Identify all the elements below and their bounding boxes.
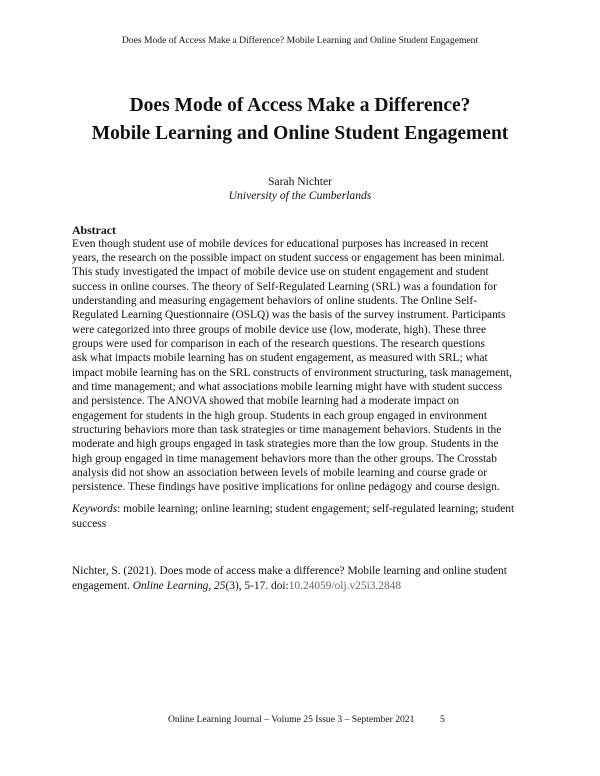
abstract-line: success in online courses. The theory of Self-Regulated Learning (SRL) was a foundation for <box>72 280 497 293</box>
keywords <box>72 502 542 531</box>
keywords-label: Keywords <box>72 503 118 515</box>
abstract-line: analysis did not show an association between levels of mobile learning and course grade or <box>72 467 488 479</box>
abstract-line: years, the research on the possible impact on student success or engagement has been minimal. <box>72 251 505 264</box>
abstract-line: Regulated Learning Questionnaire (OSLQ) was the basis of the survey instrument. Participants <box>72 309 506 322</box>
abstract-line: persistence. These findings have positive implications for online pedagogy and course design. <box>72 481 500 494</box>
author-name: Sarah Nichter <box>267 175 333 188</box>
abstract-line: high group engaged in time management behaviors more than the other groups. The Crosstab <box>72 452 497 465</box>
abstract-line: Even though student use of mobile devices for educational purposes has increased in recent <box>72 237 489 250</box>
keywords-line-2: success <box>72 517 107 530</box>
abstract-line: moderate and high groups engaged in task strategies more than the low group. Students in the <box>72 438 499 451</box>
citation-text: engagement. <box>72 579 133 592</box>
citation-journal: Online Learning, 25 <box>132 579 226 592</box>
paper-title <box>40 92 560 148</box>
abstract-body <box>72 237 542 495</box>
doi-link[interactable]: 10.24059/olj.v25i3.2848 <box>288 579 402 592</box>
abstract-line: and time management; and what associations mobile learning might have with student success <box>72 380 503 393</box>
footer: Online Learning Journal – Volume 25 Issue 3 – September 2021 <box>168 714 415 725</box>
citation <box>72 564 542 593</box>
citation-line-1: Nichter, S. (2021). Does mode of access make a difference? Mobile learning and online student <box>72 565 507 577</box>
abstract-line: groups were used for comparison in each of the research questions. The research questions <box>72 337 485 350</box>
abstract-line: structuring behaviors more than task strategies or time management behaviors. Students in the <box>72 423 502 436</box>
keywords-list: : mobile learning; online learning; student engagement; self-regulated learning; student <box>117 503 515 515</box>
abstract-line: impact mobile learning has on the SRL constructs of environment structuring, task management, <box>72 366 512 379</box>
abstract-line: engagement for students in the high group. Students in each group engaged in environment <box>72 409 488 422</box>
abstract-line: were categorized into three groups of mobile device use (low, moderate, high). These three <box>72 323 487 336</box>
abstract-heading: Abstract <box>72 223 116 237</box>
citation-issue-pages: (3), 5-17. doi: <box>225 579 289 592</box>
abstract-line: ask what impacts mobile learning has on student engagement, as measured with SRL; what <box>72 352 488 365</box>
abstract-line: understanding and measuring engagement behaviors of online students. The Online Self- <box>72 294 478 307</box>
keywords-line-1 <box>72 502 542 517</box>
title-line-2: Mobile Learning and Online Student Engagement <box>91 123 509 144</box>
abstract-line: and persistence. The ANOVA showed that mobile learning had a moderate impact on <box>72 395 460 408</box>
title-line-1: Does Mode of Access Make a Difference? <box>129 95 471 116</box>
author-affiliation: University of the Cumberlands <box>228 189 372 202</box>
running-head: Does Mode of Access Make a Difference? Mobile Learning and Online Student Engagement <box>121 35 479 46</box>
citation-line-2 <box>72 579 542 594</box>
abstract-line: This study investigated the impact of mobile device use on student engagement and student <box>72 266 489 279</box>
page-number: 5 <box>440 714 445 725</box>
